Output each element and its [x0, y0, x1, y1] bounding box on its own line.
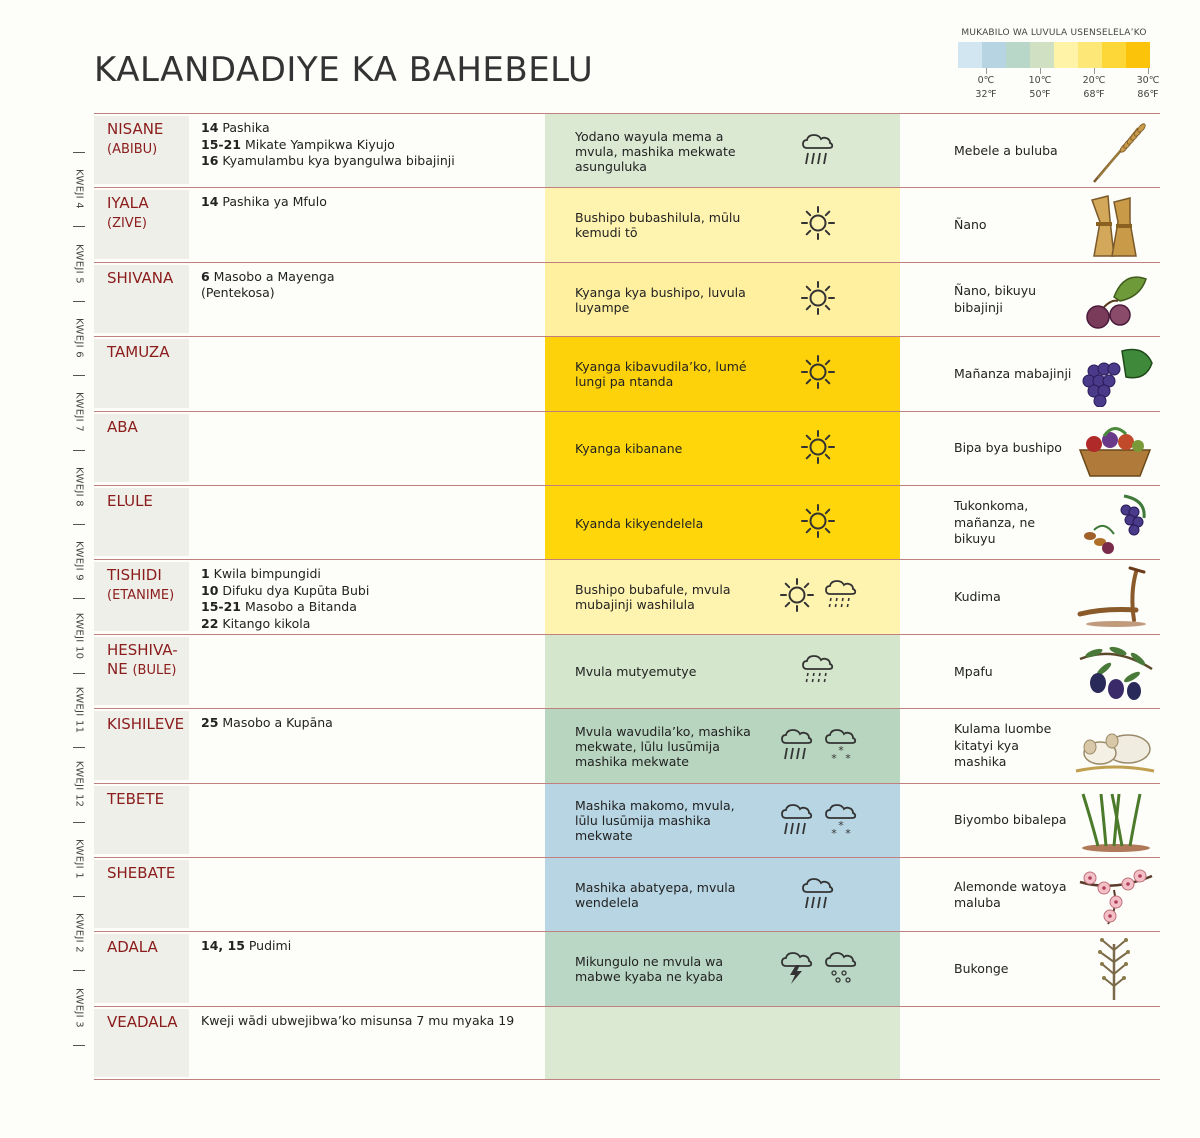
- legend-temp-label: 0℃ 32℉: [975, 75, 997, 100]
- fruit-basket-icon: [1074, 416, 1156, 482]
- sun-icon: [799, 428, 837, 470]
- gregorian-month-label: KWEJI 7: [73, 392, 85, 433]
- harvest-description: Alemonde watoya maluba: [954, 878, 1067, 910]
- weather-icons: [799, 486, 899, 560]
- gregorian-month-scale: [67, 152, 91, 1050]
- gregorian-month-label: KWEJI 8: [73, 466, 85, 507]
- festival-list: [201, 715, 333, 732]
- weather-icons: [799, 114, 899, 188]
- legend-swatch: [958, 42, 982, 68]
- month-tick: [73, 226, 85, 227]
- page-title: KALANDADIYE KA BAHEBELU: [94, 50, 594, 90]
- fig-icon: [1074, 267, 1156, 333]
- table-row: [94, 262, 1160, 337]
- weather-description: Kyanga kya bushipo, luvula luyampe: [575, 284, 746, 315]
- legend-swatch: [1126, 42, 1150, 68]
- hebrew-month-name: HESHIVA- NE (BULE): [107, 640, 178, 678]
- table-row: [94, 336, 1160, 411]
- month-tick: [73, 970, 85, 971]
- hebrew-month-name: SHEBATE: [107, 864, 176, 882]
- legend-temp-label: 20℃ 68℉: [1082, 75, 1106, 100]
- snow-icon: [822, 725, 860, 767]
- table-row: [94, 634, 1160, 709]
- sheep-icon: [1074, 713, 1156, 779]
- hail-icon: [822, 948, 860, 990]
- harvest-description: Mañanza mabajinji: [954, 365, 1072, 381]
- gregorian-month-label: KWEJI 3: [73, 987, 85, 1028]
- table-row: [94, 187, 1160, 262]
- hebrew-month-name: SHIVANA: [107, 268, 174, 287]
- flax-icon: [1074, 936, 1156, 1002]
- hebrew-month-name: IYALA (ZIVE): [107, 194, 149, 232]
- weather-description: Bushipo bubashilula, mūlu kemudi tō: [575, 210, 741, 241]
- table-row: [94, 783, 1160, 858]
- festival-item: Kweji wādi ubwejibwa’ko misunsa 7 mu myaka 19: [201, 1012, 515, 1028]
- festival-item: 6 Masobo a Mayenga: [201, 268, 335, 284]
- festival-item: 14, 15 Pudimi: [201, 938, 292, 954]
- weather-icons: [799, 635, 899, 709]
- sun-icon: [778, 576, 816, 618]
- festival-item: 16 Kyamulambu kya byangulwa bibajinji: [201, 153, 455, 168]
- gregorian-month-label: KWEJI 9: [73, 541, 85, 582]
- weather-description: Kyanga kibanane: [575, 441, 683, 457]
- festival-item: 14 Pashika ya Mfulo: [201, 194, 327, 210]
- festival-list: [201, 938, 291, 955]
- weather-icons: [799, 337, 899, 411]
- festival-item: 25 Masobo a Kupāna: [201, 715, 333, 731]
- hebrew-month-name: KISHILEVE: [107, 715, 185, 734]
- hebrew-month-name: NISANE (ABIBU): [107, 120, 164, 157]
- weather-icons: [799, 412, 899, 486]
- weather-description: Mvula wavudila’ko, mashika mekwate, lūlu lusūmija mashika mekwate: [575, 723, 751, 769]
- legend-swatch: [1054, 42, 1078, 68]
- sprouts-icon: [1074, 788, 1156, 854]
- month-tick: [73, 301, 85, 302]
- harvest-description: Ñano, bikuyu bibajinji: [954, 283, 1037, 315]
- festival-item: 15-21 Masobo a Bitanda: [201, 599, 357, 615]
- legend-color-scale: [958, 42, 1150, 68]
- weather-description: Yodano wayula mema a mvula, mashika mekwate asunguluka: [575, 128, 736, 174]
- drizzle-icon: [799, 651, 837, 693]
- legend-swatch: [982, 42, 1006, 68]
- weather-description: Mashika makomo, mvula, lūlu lusūmija mashika mekwate: [575, 798, 735, 844]
- grapes-icon: [1074, 341, 1156, 407]
- weather-icons: [778, 709, 878, 783]
- gregorian-month-label: KWEJI 12: [73, 761, 85, 808]
- table-row: [94, 708, 1160, 783]
- harvest-description: Kulama luombe kitatyi kya mashika: [954, 721, 1052, 770]
- gregorian-month-label: KWEJI 10: [73, 612, 85, 659]
- harvest-description: Biyombo bibalepa: [954, 812, 1067, 828]
- weather-description: Mikungulo ne mvula wa mabwe kyaba ne kyaba: [575, 954, 724, 985]
- rain-icon: [799, 130, 837, 172]
- harvest-description: Kudima: [954, 589, 1001, 605]
- svg-text:*: *: [838, 744, 844, 758]
- month-tick: [73, 598, 85, 599]
- festival-item: 22 Kitango kikola: [201, 615, 311, 631]
- gregorian-month-label: KWEJI 2: [73, 913, 85, 954]
- table-row: [94, 1006, 1160, 1081]
- festival-item: 14 Pashika: [201, 120, 270, 135]
- festival-item: (Pentekosa): [201, 285, 275, 301]
- hebrew-month-name: VEADALA: [107, 1012, 178, 1031]
- gregorian-month-label: KWEJI 1: [73, 838, 85, 879]
- legend-labels: [958, 68, 1160, 102]
- gregorian-month-label: KWEJI 4: [73, 169, 85, 210]
- month-tick: [73, 152, 85, 153]
- legend-swatch: [1030, 42, 1054, 68]
- table-row: [94, 857, 1160, 932]
- alternate-month-name: (ABIBU): [107, 142, 158, 157]
- hebrew-month-name: TISHIDI (ETANIME): [107, 566, 175, 604]
- gregorian-month-label: KWEJI 6: [73, 318, 85, 358]
- almond-blossom-icon: [1074, 862, 1156, 928]
- weather-icons: [778, 932, 878, 1006]
- weather-description: Kyanga kibavudila’ko, lumé lungi pa ntanda: [575, 359, 747, 390]
- month-tick: [73, 375, 85, 376]
- harvest-description: Ñano: [954, 217, 987, 233]
- hebrew-month-name: ELULE: [107, 492, 153, 510]
- hebrew-month-name: TEBETE: [107, 789, 165, 808]
- legend-temp-label: 10℃ 50℉: [1028, 75, 1052, 100]
- hebrew-month-name: TAMUZA: [107, 343, 170, 362]
- weather-icons: [778, 560, 878, 634]
- festival-list: [201, 194, 327, 211]
- alternate-month-name: (ZIVE): [107, 216, 147, 232]
- legend-swatch: [1102, 42, 1126, 68]
- thunder-icon: [778, 948, 816, 990]
- month-tick: [73, 673, 85, 674]
- month-tick: [73, 524, 85, 525]
- legend-temp-label: 30℃ 86℉: [1136, 75, 1160, 100]
- harvest-description: Tukonkoma, mañanza, ne bikuyu: [954, 498, 1036, 547]
- month-tick: [73, 450, 85, 451]
- weather-icons: [778, 784, 878, 858]
- svg-text:*: *: [845, 826, 851, 838]
- sun-icon: [799, 204, 837, 246]
- temperature-legend: [958, 28, 1160, 102]
- table-row: [94, 411, 1160, 486]
- table-row: [94, 559, 1160, 634]
- rain-icon: [778, 725, 816, 767]
- weather-description: Mvula mutyemutye: [575, 664, 697, 680]
- festival-list: [201, 566, 369, 632]
- table-bottom-border: [94, 1079, 1160, 1080]
- festival-list: [201, 269, 335, 302]
- weather-description: Mashika abatyepa, mvula wendelela: [575, 880, 736, 910]
- festival-list: [201, 120, 455, 170]
- legend-swatch: [1006, 42, 1030, 68]
- month-tick: [73, 896, 85, 897]
- dates-grapes-icon: [1074, 490, 1156, 556]
- snow-icon: [822, 800, 860, 842]
- table-row: [94, 931, 1160, 1006]
- festival-item: 1 Kwila bimpungidi: [201, 566, 321, 582]
- gregorian-month-label: KWEJI 11: [73, 686, 85, 734]
- weather-icons: [799, 263, 899, 337]
- harvest-description: Mebele a buluba: [954, 142, 1058, 158]
- rain-icon: [799, 874, 837, 916]
- weather-icons: [799, 188, 899, 262]
- legend-swatch: [1078, 42, 1102, 68]
- drizzle-icon: [822, 576, 860, 618]
- harvest-description: Mpafu: [954, 663, 993, 679]
- harvest-description: Bipa bya bushipo: [954, 440, 1062, 456]
- table-row: [94, 485, 1160, 560]
- month-tick: [73, 747, 85, 748]
- table-row: [94, 113, 1160, 188]
- month-tick: [73, 822, 85, 823]
- barley-icon: [1074, 118, 1156, 184]
- alternate-month-name: (BULE): [132, 662, 177, 678]
- gregorian-month-label: KWEJI 5: [73, 243, 85, 284]
- svg-text:*: *: [831, 752, 837, 764]
- sun-icon: [799, 353, 837, 395]
- weather-description: Bushipo bubafule, mvula mubajinji washilula: [575, 582, 731, 613]
- svg-text:*: *: [838, 818, 844, 832]
- month-tick: [73, 1045, 85, 1046]
- svg-text:*: *: [831, 826, 837, 838]
- weather-description: Kyanda kikyendelela: [575, 515, 704, 531]
- sun-icon: [799, 502, 837, 544]
- svg-text:*: *: [845, 752, 851, 764]
- hebrew-month-name: ADALA: [107, 938, 158, 957]
- weather-icons: [799, 858, 899, 932]
- hebrew-month-name: ABA: [107, 417, 138, 436]
- festival-item: 15-21 Mikate Yampikwa Kiyujo: [201, 136, 395, 152]
- sun-icon: [799, 279, 837, 321]
- olives-icon: [1074, 639, 1156, 705]
- legend-title: MUKABILO WA LUVULA USENSELELA’KO: [961, 28, 1147, 38]
- festival-list: [201, 1013, 514, 1030]
- wheat-sheaf-icon: [1074, 192, 1156, 258]
- plow-icon: [1074, 564, 1156, 630]
- harvest-description: Bukonge: [954, 961, 1009, 977]
- festival-item: 10 Difuku dya Kupūta Bubi: [201, 582, 370, 598]
- alternate-month-name: (ETANIME): [107, 588, 175, 604]
- rain-icon: [778, 800, 816, 842]
